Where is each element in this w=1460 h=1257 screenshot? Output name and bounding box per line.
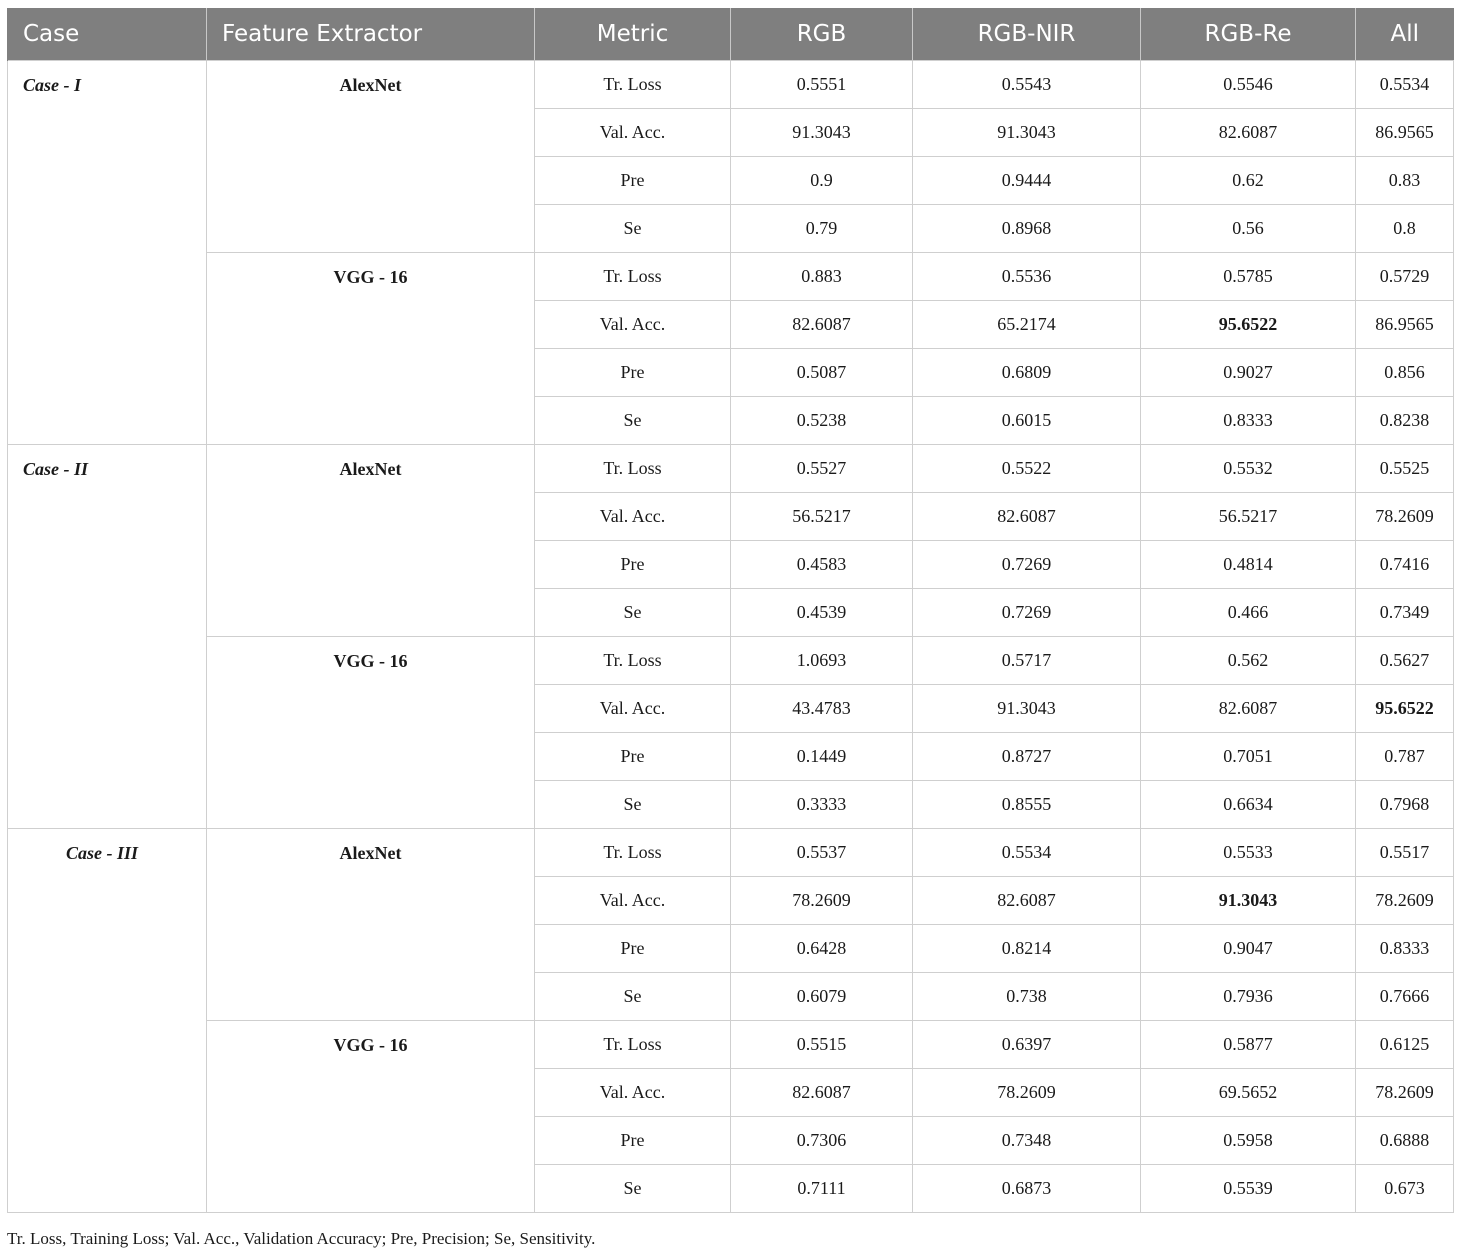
- value-cell-all: 0.5534: [1356, 61, 1454, 109]
- value-cell-rgb: 78.2609: [731, 877, 913, 925]
- metric-cell: Se: [535, 397, 731, 445]
- value-cell-rgb-nir: 82.6087: [913, 493, 1141, 541]
- feature-extractor-label: AlexNet: [207, 829, 535, 1021]
- value-cell-rgb-re: 69.5652: [1141, 1069, 1356, 1117]
- table-row: [8, 637, 1454, 685]
- metric-cell: Pre: [535, 349, 731, 397]
- table-footnote: Tr. Loss, Training Loss; Val. Acc., Validation Accuracy; Pre, Precision; Se, Sensitivity.: [7, 1229, 596, 1248]
- value-cell-all: 0.856: [1356, 349, 1454, 397]
- feature-extractor-label: AlexNet: [207, 445, 535, 637]
- value-cell-rgb: 43.4783: [731, 685, 913, 733]
- value-cell-rgb-nir: 0.6873: [913, 1165, 1141, 1213]
- metric-cell: Val. Acc.: [535, 301, 731, 349]
- value-cell-rgb-re: 0.5539: [1141, 1165, 1356, 1213]
- value-cell-all: 0.6125: [1356, 1021, 1454, 1069]
- value-cell-rgb: 0.79: [731, 205, 913, 253]
- value-cell-all: 0.8: [1356, 205, 1454, 253]
- value-cell-rgb: 82.6087: [731, 301, 913, 349]
- metric-cell: Pre: [535, 157, 731, 205]
- table-row: [8, 1021, 1454, 1069]
- table-row: [8, 445, 1454, 493]
- value-cell-rgb-re: 0.56: [1141, 205, 1356, 253]
- value-cell-all: 0.7349: [1356, 589, 1454, 637]
- value-cell-rgb-nir: 0.738: [913, 973, 1141, 1021]
- header-rgb-re: RGB-Re: [1141, 8, 1356, 61]
- metric-cell: Tr. Loss: [535, 1021, 731, 1069]
- value-cell-rgb-re: 0.7051: [1141, 733, 1356, 781]
- metric-cell: Tr. Loss: [535, 637, 731, 685]
- value-cell-all: 78.2609: [1356, 1069, 1454, 1117]
- header-feature-extractor: Feature Extractor: [207, 8, 535, 61]
- value-cell-all: 78.2609: [1356, 493, 1454, 541]
- value-cell-all: 0.6888: [1356, 1117, 1454, 1165]
- value-cell-rgb-nir: 0.8968: [913, 205, 1141, 253]
- value-cell-all: 0.787: [1356, 733, 1454, 781]
- value-cell-rgb-nir: 0.7269: [913, 589, 1141, 637]
- value-cell-rgb-re: 0.466: [1141, 589, 1356, 637]
- value-cell-rgb: 0.3333: [731, 781, 913, 829]
- header-rgb-nir: RGB-NIR: [913, 8, 1141, 61]
- value-cell-rgb-nir: 0.5717: [913, 637, 1141, 685]
- metric-cell: Tr. Loss: [535, 445, 731, 493]
- value-cell-all: 0.83: [1356, 157, 1454, 205]
- value-cell-rgb: 0.883: [731, 253, 913, 301]
- value-cell-rgb: 82.6087: [731, 1069, 913, 1117]
- value-cell-rgb: 56.5217: [731, 493, 913, 541]
- value-cell-rgb: 0.5527: [731, 445, 913, 493]
- value-cell-all: 95.6522: [1356, 685, 1454, 733]
- value-cell-rgb-nir: 0.8214: [913, 925, 1141, 973]
- feature-extractor-label: VGG - 16: [207, 1021, 535, 1213]
- metric-cell: Pre: [535, 1117, 731, 1165]
- value-cell-all: 0.5517: [1356, 829, 1454, 877]
- value-cell-all: 0.673: [1356, 1165, 1454, 1213]
- metric-cell: Tr. Loss: [535, 253, 731, 301]
- value-cell-all: 0.5627: [1356, 637, 1454, 685]
- value-cell-rgb-re: 0.62: [1141, 157, 1356, 205]
- value-cell-rgb-nir: 65.2174: [913, 301, 1141, 349]
- value-cell-rgb: 0.5515: [731, 1021, 913, 1069]
- table-row: [8, 829, 1454, 877]
- metric-cell: Pre: [535, 733, 731, 781]
- value-cell-rgb-re: 0.5958: [1141, 1117, 1356, 1165]
- value-cell-rgb-re: 0.9027: [1141, 349, 1356, 397]
- case-label: Case - I: [8, 61, 207, 445]
- metric-cell: Tr. Loss: [535, 829, 731, 877]
- value-cell-rgb-nir: 0.6397: [913, 1021, 1141, 1069]
- feature-extractor-label: VGG - 16: [207, 253, 535, 445]
- metric-cell: Se: [535, 589, 731, 637]
- value-cell-all: 0.5729: [1356, 253, 1454, 301]
- value-cell-all: 0.8333: [1356, 925, 1454, 973]
- header-all: All: [1356, 8, 1454, 61]
- value-cell-rgb-nir: 91.3043: [913, 685, 1141, 733]
- value-cell-rgb-nir: 82.6087: [913, 877, 1141, 925]
- value-cell-all: 0.8238: [1356, 397, 1454, 445]
- metric-cell: Se: [535, 205, 731, 253]
- value-cell-rgb: 0.7111: [731, 1165, 913, 1213]
- metric-cell: Se: [535, 781, 731, 829]
- metric-cell: Pre: [535, 925, 731, 973]
- feature-extractor-label: VGG - 16: [207, 637, 535, 829]
- metric-cell: Val. Acc.: [535, 877, 731, 925]
- table-body: [8, 61, 1454, 1213]
- value-cell-rgb: 0.5238: [731, 397, 913, 445]
- metric-cell: Val. Acc.: [535, 685, 731, 733]
- header-metric: Metric: [535, 8, 731, 61]
- value-cell-all: 78.2609: [1356, 877, 1454, 925]
- table-row: [8, 61, 1454, 109]
- value-cell-rgb-re: 82.6087: [1141, 109, 1356, 157]
- table-row: [8, 253, 1454, 301]
- value-cell-rgb: 0.6428: [731, 925, 913, 973]
- case-label: Case - III: [8, 829, 207, 1213]
- value-cell-all: 0.7968: [1356, 781, 1454, 829]
- value-cell-rgb-re: 0.5546: [1141, 61, 1356, 109]
- value-cell-rgb-re: 91.3043: [1141, 877, 1356, 925]
- value-cell-rgb-nir: 91.3043: [913, 109, 1141, 157]
- value-cell-rgb-nir: 0.9444: [913, 157, 1141, 205]
- value-cell-rgb: 0.1449: [731, 733, 913, 781]
- results-table: [7, 8, 1454, 1213]
- header-rgb: RGB: [731, 8, 913, 61]
- value-cell-rgb: 0.5551: [731, 61, 913, 109]
- value-cell-rgb: 0.6079: [731, 973, 913, 1021]
- value-cell-rgb-re: 0.562: [1141, 637, 1356, 685]
- metric-cell: Val. Acc.: [535, 1069, 731, 1117]
- value-cell-rgb-nir: 0.5536: [913, 253, 1141, 301]
- value-cell-rgb-nir: 0.6809: [913, 349, 1141, 397]
- value-cell-rgb-re: 0.5877: [1141, 1021, 1356, 1069]
- value-cell-rgb-re: 0.5785: [1141, 253, 1356, 301]
- value-cell-all: 0.5525: [1356, 445, 1454, 493]
- value-cell-rgb-re: 82.6087: [1141, 685, 1356, 733]
- value-cell-rgb: 0.4539: [731, 589, 913, 637]
- value-cell-all: 86.9565: [1356, 301, 1454, 349]
- case-label: Case - II: [8, 445, 207, 829]
- value-cell-rgb-re: 0.4814: [1141, 541, 1356, 589]
- value-cell-rgb-nir: 0.5534: [913, 829, 1141, 877]
- metric-cell: Val. Acc.: [535, 109, 731, 157]
- value-cell-rgb-nir: 0.8727: [913, 733, 1141, 781]
- value-cell-rgb-re: 0.7936: [1141, 973, 1356, 1021]
- value-cell-rgb-re: 0.5532: [1141, 445, 1356, 493]
- value-cell-all: 0.7416: [1356, 541, 1454, 589]
- value-cell-rgb-nir: 0.7348: [913, 1117, 1141, 1165]
- metric-cell: Se: [535, 1165, 731, 1213]
- value-cell-rgb-re: 0.6634: [1141, 781, 1356, 829]
- value-cell-rgb-re: 0.9047: [1141, 925, 1356, 973]
- metric-cell: Se: [535, 973, 731, 1021]
- value-cell-rgb-re: 0.5533: [1141, 829, 1356, 877]
- value-cell-rgb: 0.7306: [731, 1117, 913, 1165]
- value-cell-rgb: 0.4583: [731, 541, 913, 589]
- value-cell-rgb: 0.5537: [731, 829, 913, 877]
- value-cell-all: 0.7666: [1356, 973, 1454, 1021]
- header-case: Case: [8, 8, 207, 61]
- value-cell-rgb-nir: 0.7269: [913, 541, 1141, 589]
- value-cell-rgb: 0.9: [731, 157, 913, 205]
- header-row: [8, 8, 1454, 61]
- metric-cell: Pre: [535, 541, 731, 589]
- metric-cell: Tr. Loss: [535, 61, 731, 109]
- value-cell-rgb-nir: 0.5543: [913, 61, 1141, 109]
- value-cell-all: 86.9565: [1356, 109, 1454, 157]
- value-cell-rgb-nir: 0.5522: [913, 445, 1141, 493]
- value-cell-rgb-re: 0.8333: [1141, 397, 1356, 445]
- metric-cell: Val. Acc.: [535, 493, 731, 541]
- value-cell-rgb-nir: 0.8555: [913, 781, 1141, 829]
- value-cell-rgb: 1.0693: [731, 637, 913, 685]
- value-cell-rgb-nir: 0.6015: [913, 397, 1141, 445]
- value-cell-rgb-re: 95.6522: [1141, 301, 1356, 349]
- feature-extractor-label: AlexNet: [207, 61, 535, 253]
- value-cell-rgb-re: 56.5217: [1141, 493, 1356, 541]
- value-cell-rgb: 91.3043: [731, 109, 913, 157]
- value-cell-rgb-nir: 78.2609: [913, 1069, 1141, 1117]
- value-cell-rgb: 0.5087: [731, 349, 913, 397]
